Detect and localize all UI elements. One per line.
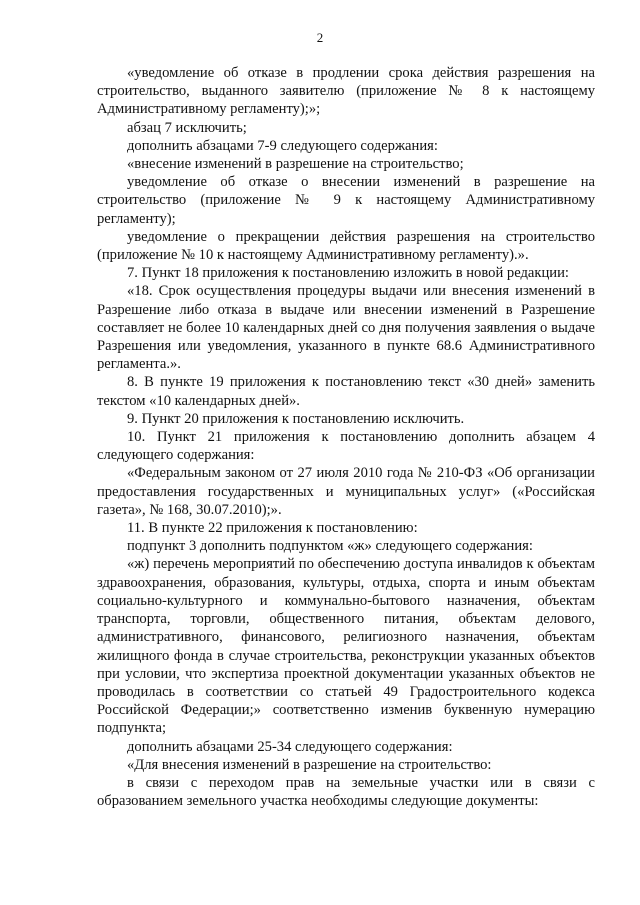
paragraph-subitem-3: подпункт 3 дополнить подпунктом «ж» следующего содержания:	[127, 538, 533, 555]
paragraph-item-11: 11. В пункте 22 приложения к постановлению:	[127, 520, 418, 537]
document-body	[97, 64, 595, 810]
paragraph-subitem-zh: «ж) перечень мероприятий по обеспечению доступа инвалидов к объектам здравоохранения, образования, культуры, отдыха, спорта и иным объектам социально-культурного и коммунально-бытового назначения, объектам транспорта, торговли, общественного питания, объектам делового, административного, финансового, религиозного назначения, объектам жилищного фонда в случае строительства, реконструкции указанных объектов при условии, что экспертиза проектной документации указанных объектов не проводилась в соответствии со статьей 49 Градостроительного кодекса Российской Федерации;» соответственно изменив буквенную нумерацию подпункта;	[97, 556, 595, 737]
paragraph-for-amendments: «Для внесения изменений в разрешение на строительство:	[127, 756, 492, 773]
paragraph-item-9: 9. Пункт 20 приложения к постановлению исключить.	[127, 410, 465, 427]
page-number: 2	[316, 30, 324, 45]
paragraph-land-rights-transfer: в связи с переходом прав на земельные участки или в связи с образованием земельного участка необходимы следующие документы:	[97, 774, 595, 810]
paragraph-add-abzacs-7-9: дополнить абзацами 7-9 следующего содержания:	[127, 137, 438, 154]
paragraph-amendments-permit: «внесение изменений в разрешение на строительство;	[127, 156, 464, 173]
paragraph-item-8: 8. В пункте 19 приложения к постановлению текст «30 дней» заменить текстом «10 календарных дней».	[97, 374, 595, 409]
paragraph-item-7: 7. Пункт 18 приложения к постановлению изложить в новой редакции:	[127, 265, 569, 282]
paragraph-exclude-abzac-7: абзац 7 исключить;	[127, 119, 247, 136]
paragraph-item-10: 10. Пункт 21 приложения к постановлению дополнить абзацем 4 следующего содержания:	[97, 429, 595, 464]
paragraph-federal-law-210: «Федеральным законом от 27 июля 2010 года № 210-ФЗ «Об организации предоставления государственных и муниципальных услуг» («Российская газета», № 168, 30.07.2010);».	[97, 465, 595, 518]
paragraph-notice-refusal-extension: «уведомление об отказе в продлении срока действия разрешения на строительство, выданного заявителю (приложение № 8 к настоящему Административному регламенту);»;	[97, 65, 595, 118]
paragraph-add-abzacs-25-34: дополнить абзацами 25-34 следующего содержания:	[127, 738, 453, 755]
paragraph-notice-refusal-amendments: уведомление об отказе о внесении изменений в разрешение на строительство (приложение № 9 к настоящему Административному регламенту);	[97, 174, 595, 227]
paragraph-item-18-text: «18. Срок осуществления процедуры выдачи или внесения изменений в Разрешение либо отказа в выдаче или внесении изменений в Разрешение составляет не более 10 календарных дней со дня получения заявления о выдаче Разрешения или уведомления, указанного в пункте 68.6 Административного регламента.».	[97, 283, 595, 373]
paragraph-notice-termination: уведомление о прекращении действия разрешения на строительство (приложение № 10 к настоящему Административному регламенту).».	[97, 228, 595, 264]
